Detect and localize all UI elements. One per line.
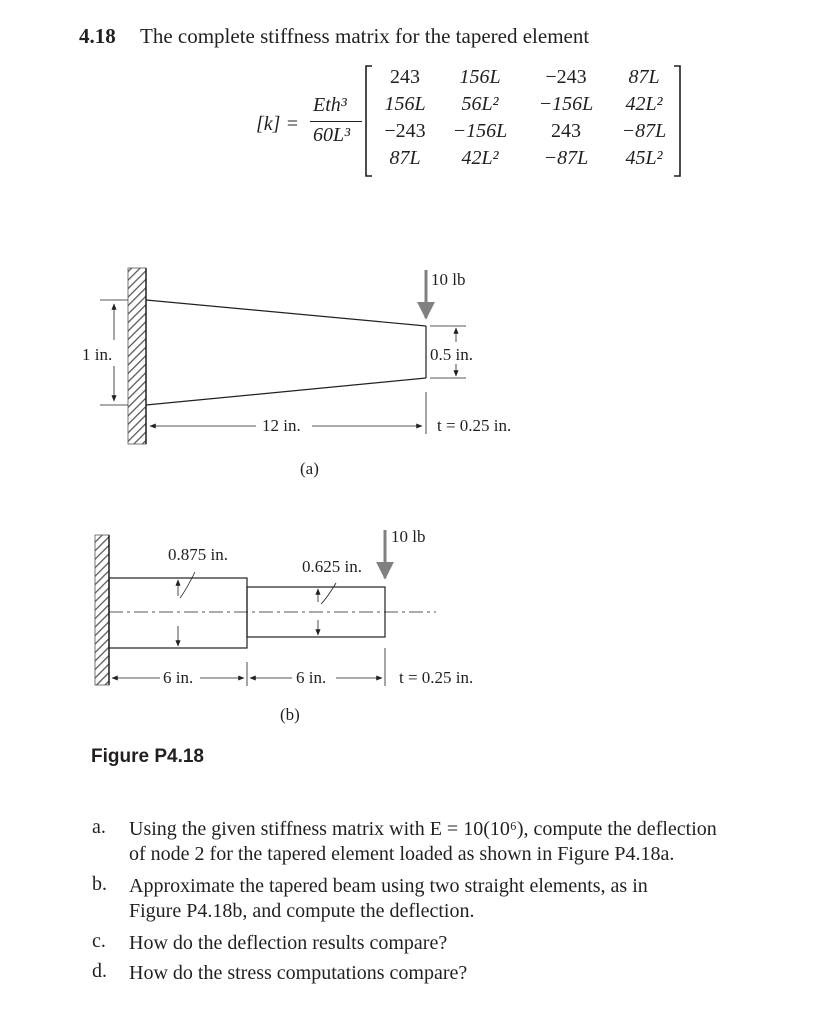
- figure-a-length: 12 in.: [262, 416, 301, 435]
- matrix-cell: 87L: [389, 147, 421, 169]
- matrix-cell: −87L: [543, 147, 589, 169]
- matrix-cell: 56L²: [461, 93, 499, 115]
- figure-a-left-height: 1 in.: [82, 345, 113, 364]
- matrix-cell: 42L²: [625, 93, 663, 115]
- matrix-cell: 156L: [459, 66, 501, 88]
- figure-b-load-label: 10 lb: [391, 527, 426, 546]
- question-line: How do the stress computations compare?: [129, 962, 468, 984]
- question-line: of node 2 for the tapered element loaded as shown in Figure P4.18a.: [129, 843, 675, 865]
- matrix-cell: −156L: [538, 93, 594, 115]
- question-line: Using the given stiffness matrix with E = 10(10⁶), compute the deflection: [129, 818, 717, 840]
- figure-b-length-2: 6 in.: [296, 668, 327, 687]
- figure-a-thickness: t = 0.25 in.: [437, 416, 512, 435]
- figure-b-label: (b): [280, 705, 300, 724]
- matrix-cell: −87L: [621, 120, 667, 142]
- figure-b-height-2: 0.625 in.: [302, 557, 362, 576]
- figure-a-load-label: 10 lb: [431, 270, 466, 289]
- matrix-cell: −156L: [452, 120, 508, 142]
- question-letter: a.: [92, 816, 106, 838]
- question-letter: d.: [92, 960, 107, 982]
- matrix-cell: 42L²: [461, 147, 499, 169]
- question-letter: c.: [92, 930, 106, 952]
- figure-a-right-height: 0.5 in.: [430, 345, 473, 364]
- figure-caption: Figure P4.18: [91, 746, 204, 767]
- problem-number: 4.18: [79, 24, 116, 48]
- matrix-lhs: [k] =: [256, 113, 299, 135]
- matrix-cell: 45L²: [625, 147, 663, 169]
- matrix-cell: −243: [384, 120, 426, 142]
- question-line: Approximate the tapered beam using two straight elements, as in: [129, 875, 648, 897]
- figure-b-length-1: 6 in.: [163, 668, 194, 687]
- matrix-denominator: 60L³: [313, 124, 351, 146]
- matrix-cell: 243: [551, 120, 581, 142]
- problem-statement: The complete stiffness matrix for the tapered element: [140, 24, 590, 48]
- question-line: How do the deflection results compare?: [129, 932, 448, 954]
- question-letter: b.: [92, 873, 107, 895]
- figure-a-label: (a): [300, 459, 319, 478]
- matrix-numerator: Eth³: [313, 94, 347, 116]
- matrix-cell: 156L: [384, 93, 426, 115]
- figure-b-thickness: t = 0.25 in.: [399, 668, 474, 687]
- question-line: Figure P4.18b, and compute the deflection.: [129, 900, 475, 922]
- matrix-cell: 243: [390, 66, 420, 88]
- matrix-cell: 87L: [628, 66, 660, 88]
- figure-b-height-1: 0.875 in.: [168, 545, 228, 564]
- matrix-cell: −243: [545, 66, 587, 88]
